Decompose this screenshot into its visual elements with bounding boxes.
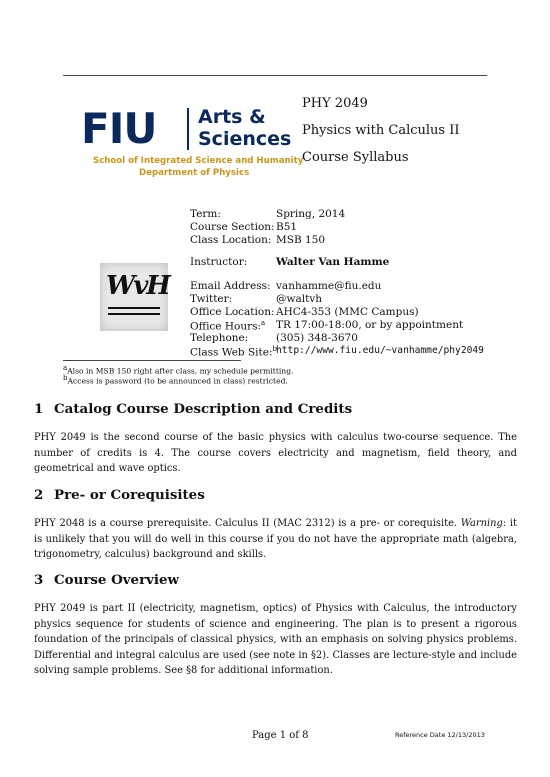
footnote-a-text: Also in MSB 150 right after class, my schedule permitting. bbox=[67, 366, 294, 376]
location-value: MSB 150 bbox=[276, 234, 326, 246]
course-name: Physics with Calculus II bbox=[302, 123, 460, 138]
section-3-heading bbox=[34, 572, 179, 588]
warning-label: Warning bbox=[460, 518, 503, 529]
fiu-arts-sciences-logo bbox=[81, 104, 304, 182]
web-label-text: Class Web Site: bbox=[190, 346, 273, 359]
footnote-mark-a: a bbox=[261, 319, 266, 327]
avatar-underline bbox=[108, 307, 160, 309]
hours-label bbox=[190, 319, 276, 333]
section-2-title: Pre- or Corequisites bbox=[54, 487, 205, 503]
instructor-value: Walter Van Hamme bbox=[276, 256, 390, 268]
section-value: B51 bbox=[276, 221, 298, 233]
twitter-link[interactable]: @waltvh bbox=[276, 293, 323, 305]
course-number: PHY 2049 bbox=[302, 96, 368, 111]
section-1-body: PHY 2049 is the second course of the basic physics with calculus two-course sequence. The number of credits is 4. The course covers electricity and magnetism, field theory, and geometrical and wave optics. bbox=[34, 432, 517, 475]
logo-fiu-text: FIU bbox=[81, 104, 157, 153]
reference-date: Reference Date 12/13/2013 bbox=[395, 731, 485, 739]
logo-arts-text: Arts & bbox=[198, 106, 266, 128]
top-rule bbox=[63, 75, 487, 76]
section-label: Course Section: bbox=[190, 221, 275, 233]
instructor-label: Instructor: bbox=[190, 256, 248, 268]
term-label: Term: bbox=[190, 208, 221, 220]
location-label: Class Location: bbox=[190, 234, 272, 246]
logo-divider bbox=[187, 108, 189, 150]
office-value: AHC4-353 (MMC Campus) bbox=[276, 306, 419, 318]
logo-department-text: Department of Physics bbox=[139, 168, 250, 178]
twitter-label: Twitter: bbox=[190, 293, 233, 305]
course-title-block bbox=[302, 96, 460, 177]
section-3-title: Course Overview bbox=[54, 572, 180, 588]
footnote-b bbox=[63, 374, 288, 386]
logo-school-text: School of Integrated Science and Humanity bbox=[93, 156, 304, 166]
section-1-heading bbox=[34, 401, 352, 417]
logo-sciences-text: Sciences bbox=[198, 128, 292, 150]
section-2-text-b: : it is unlikely that you will do well in this course if you do not have the appropriate math (algebra, trigonometry, calculus) background and skills. bbox=[34, 518, 517, 561]
web-label bbox=[190, 345, 276, 359]
footnote-b-mark: b bbox=[63, 374, 68, 382]
section-1-title: Catalog Course Description and Credits bbox=[54, 401, 353, 417]
footnote-mark-b: b bbox=[272, 345, 277, 353]
section-3-body: PHY 2049 is part II (electricity, magnetism, optics) of Physics with Calculus, the introductory physics sequence for students of science and engineering. The plan is to present a rigorous foundation of the principals of classical physics, with an emphasis on solving physics problems. Differential and integral calculus are used (see note in §2). Classes are lecture-style and include solving sample problems. See §8 for additional information. bbox=[34, 603, 517, 677]
web-link[interactable]: http://www.fiu.edu/~vanhamme/phy2049 bbox=[276, 345, 484, 356]
section-2-heading bbox=[34, 487, 205, 503]
email-label: Email Address: bbox=[190, 280, 271, 292]
phone-value: (305) 348-3670 bbox=[276, 332, 358, 344]
hours-value: TR 17:00-18:00, or by appointment bbox=[276, 319, 464, 331]
footnote-b-text: Access is password (to be announced in class) restricted. bbox=[67, 376, 288, 386]
section-2-number: 2 bbox=[34, 487, 44, 503]
office-label: Office Location: bbox=[190, 306, 275, 318]
section-2-text-a: PHY 2048 is a course prerequisite. Calculus II (MAC 2312) is a pre- or corequisite. bbox=[34, 518, 461, 529]
section-3-number: 3 bbox=[34, 572, 44, 588]
phone-label: Telephone: bbox=[190, 332, 249, 344]
avatar-initials: WvH bbox=[106, 271, 169, 301]
hours-label-text: Office Hours: bbox=[190, 320, 262, 333]
term-value: Spring, 2014 bbox=[276, 208, 346, 220]
section-1-number: 1 bbox=[34, 401, 44, 417]
footnote-a-mark: a bbox=[63, 364, 68, 372]
instructor-avatar bbox=[100, 263, 168, 331]
page-number: Page 1 of 8 bbox=[252, 730, 309, 741]
document-type: Course Syllabus bbox=[302, 150, 409, 165]
logo-arts-sciences bbox=[198, 106, 291, 150]
section-2-body bbox=[34, 516, 517, 563]
footnote-rule bbox=[63, 360, 241, 361]
email-link[interactable]: vanhamme@fiu.edu bbox=[276, 280, 382, 292]
avatar-underline bbox=[108, 313, 160, 315]
